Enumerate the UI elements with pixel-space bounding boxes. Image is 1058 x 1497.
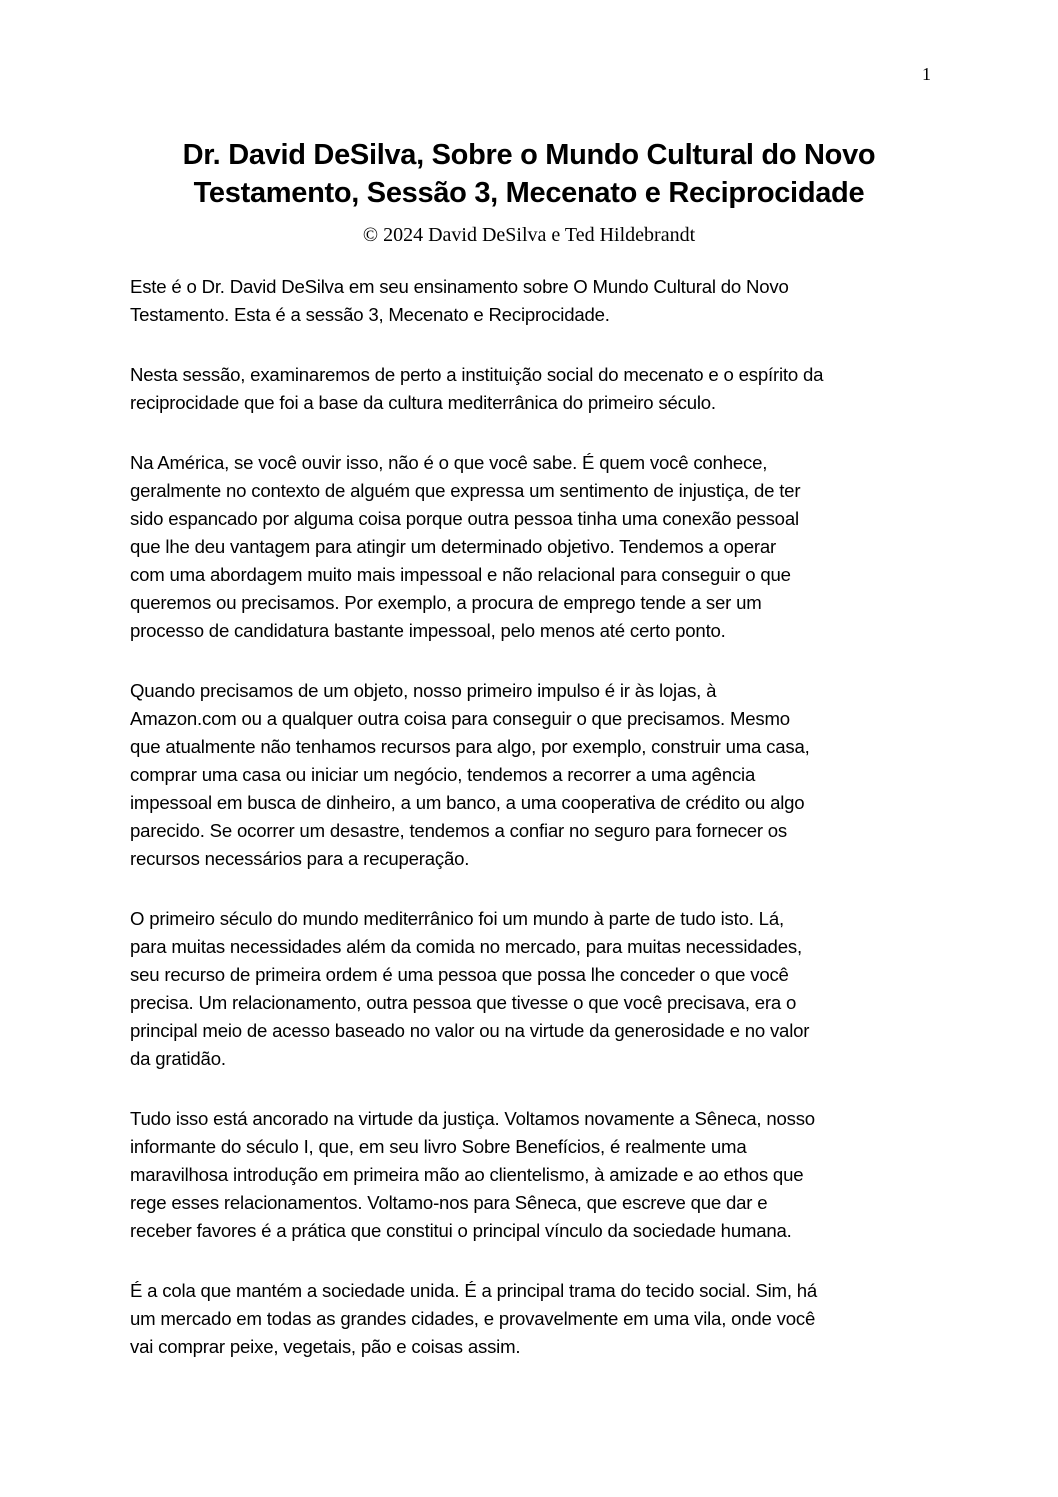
text-line: geralmente no contexto de alguém que expressa um sentimento de injustiça, de ter bbox=[130, 480, 801, 501]
paragraph bbox=[130, 361, 950, 417]
text-line: queremos ou precisamos. Por exemplo, a procura de emprego tende a ser um bbox=[130, 592, 762, 613]
text-line: comprar uma casa ou iniciar um negócio, tendemos a recorrer a uma agência bbox=[130, 764, 756, 785]
text-line: principal meio de acesso baseado no valor ou na virtude da generosidade e no valor bbox=[130, 1020, 810, 1041]
text-line: É a cola que mantém a sociedade unida. É a principal trama do tecido social. Sim, há bbox=[130, 1280, 818, 1301]
paragraph bbox=[130, 905, 950, 1073]
paragraph bbox=[130, 677, 950, 873]
text-line: Nesta sessão, examinaremos de perto a instituição social do mecenato e o espírito da bbox=[130, 364, 824, 385]
text-line: Este é o Dr. David DeSilva em seu ensinamento sobre O Mundo Cultural do Novo bbox=[130, 276, 789, 297]
text-line: reciprocidade que foi a base da cultura mediterrânica do primeiro século. bbox=[130, 392, 716, 413]
text-line: parecido. Se ocorrer um desastre, tendemos a confiar no seguro para fornecer os bbox=[130, 820, 788, 841]
text-line: seu recurso de primeira ordem é uma pessoa que possa lhe conceder o que você bbox=[130, 964, 789, 985]
text-line: rege esses relacionamentos. Voltamo-nos para Sêneca, que escreve que dar e bbox=[130, 1192, 768, 1213]
document-title bbox=[0, 136, 1058, 212]
text-line: precisa. Um relacionamento, outra pessoa que tivesse o que você precisava, era o bbox=[130, 992, 797, 1013]
text-line: para muitas necessidades além da comida no mercado, para muitas necessidades, bbox=[130, 936, 802, 957]
document-body bbox=[130, 273, 950, 1393]
text-line: processo de candidatura bastante impessoal, pelo menos até certo ponto. bbox=[130, 620, 726, 641]
text-line: Tudo isso está ancorado na virtude da justiça. Voltamos novamente a Sêneca, nosso bbox=[130, 1108, 815, 1129]
title-line: Testamento, Sessão 3, Mecenato e Reciprocidade bbox=[193, 177, 865, 209]
text-line: da gratidão. bbox=[130, 1048, 226, 1069]
paragraph bbox=[130, 1277, 950, 1361]
title-line: Dr. David DeSilva, Sobre o Mundo Cultural do Novo bbox=[182, 139, 876, 171]
text-line: Quando precisamos de um objeto, nosso primeiro impulso é ir às lojas, à bbox=[130, 680, 717, 701]
text-line: Amazon.com ou a qualquer outra coisa para conseguir o que precisamos. Mesmo bbox=[130, 708, 790, 729]
text-line: receber favores é a prática que constitui o principal vínculo da sociedade humana. bbox=[130, 1220, 792, 1241]
text-line: impessoal em busca de dinheiro, a um banco, a uma cooperativa de crédito ou algo bbox=[130, 792, 805, 813]
text-line: com uma abordagem muito mais impessoal e não relacional para conseguir o que bbox=[130, 564, 791, 585]
text-line: sido espancado por alguma coisa porque outra pessoa tinha uma conexão pessoal bbox=[130, 508, 799, 529]
copyright-line: © 2024 David DeSilva e Ted Hildebrandt bbox=[362, 224, 696, 246]
text-line: informante do século I, que, em seu livro Sobre Benefícios, é realmente uma bbox=[130, 1136, 747, 1157]
paragraph bbox=[130, 273, 950, 329]
text-line: que lhe deu vantagem para atingir um determinado objetivo. Tendemos a operar bbox=[130, 536, 776, 557]
text-line: vai comprar peixe, vegetais, pão e coisas assim. bbox=[130, 1336, 521, 1357]
text-line: maravilhosa introdução em primeira mão ao clientelismo, à amizade e ao ethos que bbox=[130, 1164, 804, 1185]
page-number: 1 bbox=[922, 64, 931, 84]
paragraph bbox=[130, 1105, 950, 1245]
text-line: um mercado em todas as grandes cidades, e provavelmente em uma vila, onde você bbox=[130, 1308, 816, 1329]
text-line: O primeiro século do mundo mediterrânico foi um mundo à parte de tudo isto. Lá, bbox=[130, 908, 784, 929]
text-line: Testamento. Esta é a sessão 3, Mecenato e Reciprocidade. bbox=[130, 304, 610, 325]
text-line: recursos necessários para a recuperação. bbox=[130, 848, 470, 869]
text-line: Na América, se você ouvir isso, não é o que você sabe. É quem você conhece, bbox=[130, 452, 768, 473]
paragraph bbox=[130, 449, 950, 645]
text-line: que atualmente não tenhamos recursos para algo, por exemplo, construir uma casa, bbox=[130, 736, 810, 757]
